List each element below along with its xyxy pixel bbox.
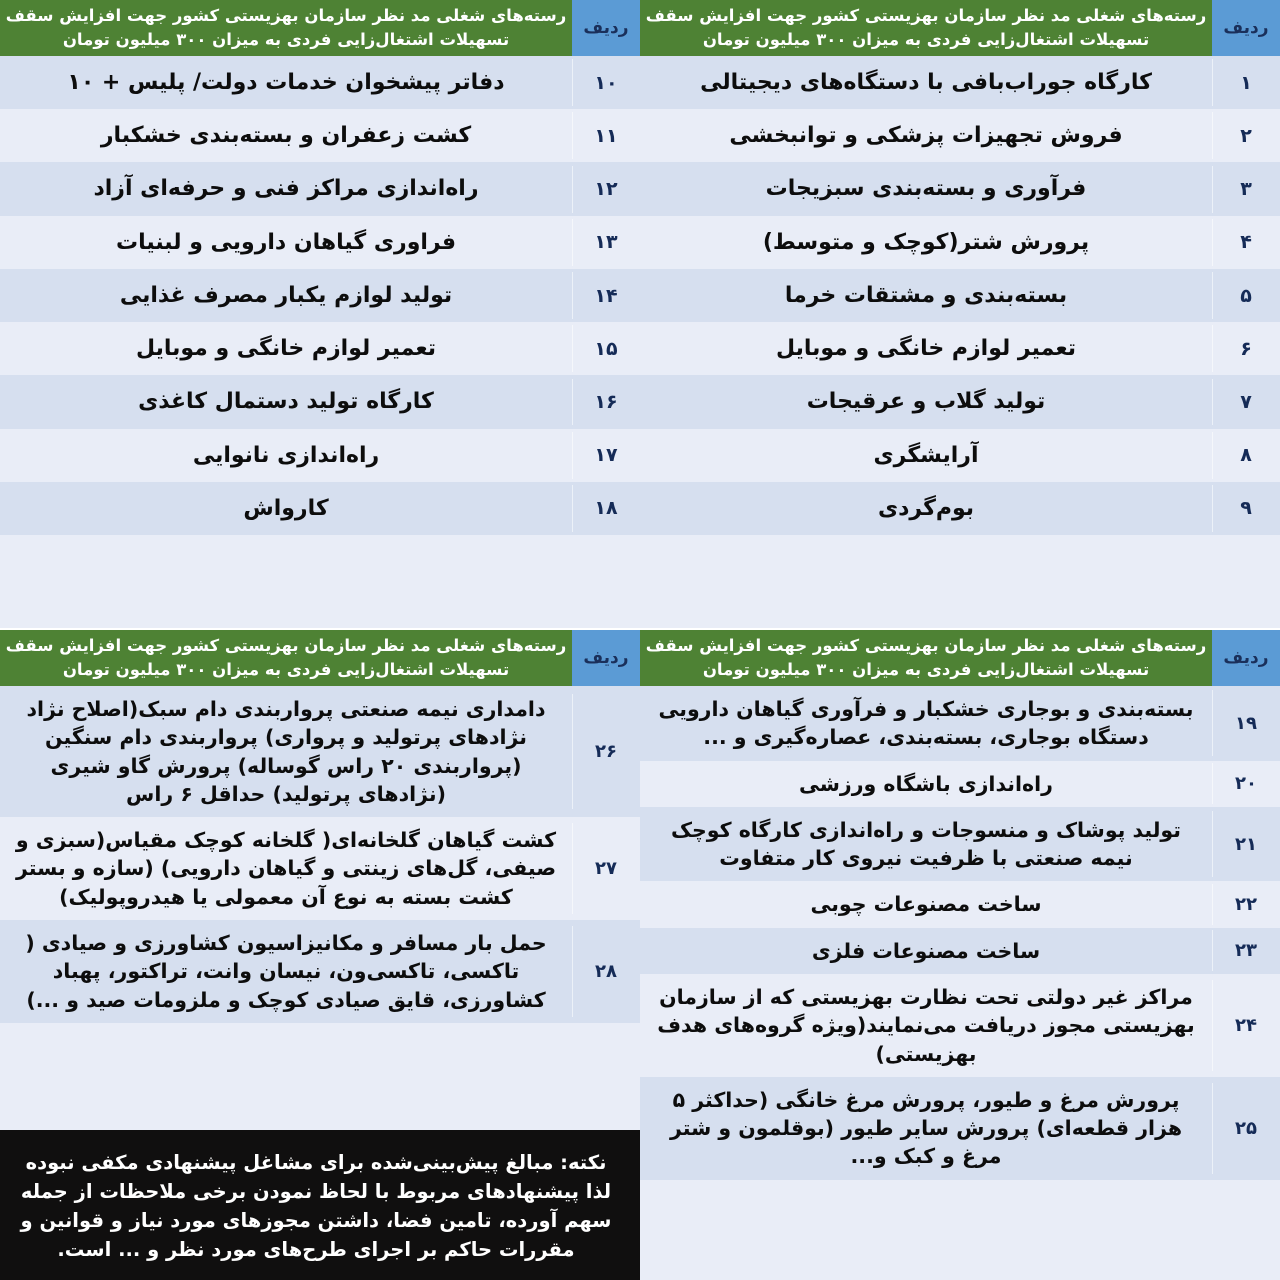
row-number: ۵ xyxy=(1212,269,1280,322)
table-block-top-right xyxy=(640,0,1280,535)
table-block-bottom-right xyxy=(640,630,1280,1180)
row-number: ۱۱ xyxy=(572,109,640,162)
table-header-row xyxy=(0,0,640,56)
row-job-title: دامداری نیمه صنعتی پرواربندی دام سبک(اصلاح نژاد نژادهای پرتولید و پرواری) پرواربندی دام سنگین (پرواربندی ۲۰ راس گوساله) پرورش گاو شیری (نژادهای پرتولید) حداقل ۶ راس xyxy=(26,697,546,806)
table-row[interactable] xyxy=(0,269,640,322)
row-number: ۲۰ xyxy=(1212,761,1280,807)
table-row[interactable] xyxy=(640,686,1280,761)
row-job-title: کارگاه جوراب‌بافی با دستگاه‌های دیجیتالی xyxy=(700,70,1152,95)
row-number: ۴ xyxy=(1212,216,1280,269)
row-number: ۷ xyxy=(1212,375,1280,428)
column-header-job-title: رسته‌های شغلی مد نظر سازمان بهزیستی کشور جهت افزایش سقف تسهیلات اشتغال‌زایی فردی به میزان ۳۰۰ میلیون تومان xyxy=(0,630,572,686)
row-number: ۲۶ xyxy=(572,686,640,817)
row-job-title: تولید گلاب و عرقیجات xyxy=(806,389,1046,415)
table-block-top-left xyxy=(0,0,640,535)
row-job-title: تولید لوازم یکبار مصرف غذایی xyxy=(119,282,453,308)
table-row[interactable] xyxy=(640,322,1280,375)
row-job-title: فراوری گیاهان دارویی و لبنیات xyxy=(115,229,457,255)
column-header-row-number: ردیف xyxy=(1212,0,1280,56)
row-job-title: تعمیر لوازم خانگی و موبایل xyxy=(135,336,437,362)
row-job-title: مراکز غیر دولتی تحت نظارت بهزیستی که از سازمان بهزیستی مجوز دریافت می‌نمایند(ویژه گروه‌های هدف بهزیستی) xyxy=(657,984,1195,1066)
jobs-table-1 xyxy=(640,0,1280,535)
table-row[interactable] xyxy=(640,109,1280,162)
row-job-title: بوم‌گردی xyxy=(877,495,975,521)
table-body xyxy=(0,686,640,1023)
column-header-row-number: ردیف xyxy=(1212,630,1280,686)
row-number: ۱ xyxy=(1212,56,1280,109)
row-number: ۲۷ xyxy=(572,817,640,920)
table-header-row xyxy=(640,630,1280,686)
table-row[interactable] xyxy=(640,216,1280,269)
table-row[interactable] xyxy=(640,269,1280,322)
row-number: ۲۲ xyxy=(1212,881,1280,927)
table-body xyxy=(640,686,1280,1180)
row-number: ۶ xyxy=(1212,322,1280,375)
table-row[interactable] xyxy=(640,761,1280,807)
row-number: ۲۸ xyxy=(572,920,640,1023)
table-row[interactable] xyxy=(0,322,640,375)
row-number: ۸ xyxy=(1212,429,1280,482)
row-job-title: راه‌اندازی باشگاه ورزشی xyxy=(799,771,1053,796)
table-row[interactable] xyxy=(0,482,640,535)
row-number: ۳ xyxy=(1212,162,1280,215)
table-row[interactable] xyxy=(0,817,640,920)
table-row[interactable] xyxy=(640,974,1280,1077)
footer-note xyxy=(0,1130,640,1280)
row-job-title: راه‌اندازی مراکز فنی و حرفه‌ای آزاد xyxy=(93,176,479,202)
table-row[interactable] xyxy=(640,429,1280,482)
table-row[interactable] xyxy=(640,807,1280,882)
row-job-title: کارواش xyxy=(243,495,329,521)
row-job-title: فرآوری و بسته‌بندی سبزیجات xyxy=(765,176,1087,202)
table-body xyxy=(0,56,640,535)
table-row[interactable] xyxy=(0,429,640,482)
table-row[interactable] xyxy=(0,56,640,109)
table-row[interactable] xyxy=(640,482,1280,535)
row-number: ۱۴ xyxy=(572,269,640,322)
table-row[interactable] xyxy=(0,162,640,215)
table-row[interactable] xyxy=(640,928,1280,974)
table-row[interactable] xyxy=(0,216,640,269)
table-row[interactable] xyxy=(0,375,640,428)
table-row[interactable] xyxy=(640,375,1280,428)
jobs-table-2 xyxy=(0,0,640,535)
row-number: ۲ xyxy=(1212,109,1280,162)
column-header-row-number: ردیف xyxy=(572,630,640,686)
table-row[interactable] xyxy=(640,881,1280,927)
column-header-job-title: رسته‌های شغلی مد نظر سازمان بهزیستی کشور جهت افزایش سقف تسهیلات اشتغال‌زایی فردی به میزان ۳۰۰ میلیون تومان xyxy=(640,0,1212,56)
row-number: ۹ xyxy=(1212,482,1280,535)
row-number: ۱۷ xyxy=(572,429,640,482)
table-row[interactable] xyxy=(640,1077,1280,1180)
table-row[interactable] xyxy=(0,686,640,817)
row-job-title: پرورش شتر(کوچک و متوسط) xyxy=(762,229,1090,255)
row-number: ۱۲ xyxy=(572,162,640,215)
row-job-title: پرورش مرغ و طیور، پرورش مرغ خانگی (حداکثر ۵ هزار قطعه‌ای) پرورش سایر طیور (بوقلمون و شتر مرغ و کبک و... xyxy=(669,1087,1183,1169)
row-number: ۱۹ xyxy=(1212,686,1280,761)
row-job-title: کشت زعفران و بسته‌بندی خشکبار xyxy=(100,123,472,149)
row-number: ۲۵ xyxy=(1212,1077,1280,1180)
row-number: ۱۶ xyxy=(572,375,640,428)
table-block-bottom-left xyxy=(0,630,640,1023)
jobs-table-4 xyxy=(0,630,640,1023)
row-number: ۲۳ xyxy=(1212,928,1280,974)
table-row[interactable] xyxy=(640,162,1280,215)
table-header-row xyxy=(0,630,640,686)
table-row[interactable] xyxy=(0,920,640,1023)
row-job-title: بسته‌بندی و مشتقات خرما xyxy=(784,282,1068,308)
row-job-title: حمل بار مسافر و مکانیزاسیون کشاورزی و صیادی ( تاکسی، تاکسی‌ون، نیسان وانت، تراکتور، پهباد کشاورزی، قایق صیادی کوچک و ملزومات صید و ...) xyxy=(25,930,547,1012)
jobs-table-3 xyxy=(640,630,1280,1180)
column-header-job-title: رسته‌های شغلی مد نظر سازمان بهزیستی کشور جهت افزایش سقف تسهیلات اشتغال‌زایی فردی به میزان ۳۰۰ میلیون تومان xyxy=(640,630,1212,686)
row-job-title: تولید پوشاک و منسوجات و راه‌اندازی کارگاه کوچک نیمه صنعتی با ظرفیت نیروی کار متفاوت xyxy=(671,817,1181,871)
footer-note-text: نکته: مبالغ پیش‌بینی‌شده برای مشاغل پیشنهادی مکفی نبوده لذا پیشنهادهای مربوط با لحاظ نمودن برخی ملاحظات از جمله سهم آورده، تامین فضا، داشتن مجوزهای مورد نیاز و قوانین و مقررات حاکم بر اجرای طرح‌های مورد نظر و ... است. xyxy=(20,1150,612,1262)
row-number: ۲۱ xyxy=(1212,807,1280,882)
table-body xyxy=(640,56,1280,535)
row-job-title: تعمیر لوازم خانگی و موبایل xyxy=(775,336,1077,362)
row-job-title: کشت گیاهان گلخانه‌ای( گلخانه کوچک مقیاس(سبزی و صیفی، گل‌های زینتی و گیاهان دارویی) (سازه و بستر کشت بسته به نوع آن معمولی یا هیدروپولیک) xyxy=(15,828,557,909)
table-row[interactable] xyxy=(0,109,640,162)
row-job-title: ساخت مصنوعات چوبی xyxy=(810,892,1042,917)
row-number: ۲۴ xyxy=(1212,974,1280,1077)
row-job-title: دفاتر پیشخوان خدمات دولت/ پلیس + ۱۰ xyxy=(67,70,505,95)
row-job-title: کارگاه تولید دستمال کاغذی xyxy=(138,389,434,415)
table-header-row xyxy=(640,0,1280,56)
row-job-title: بسته‌بندی و بوجاری خشکبار و فرآوری گیاهان دارویی دستگاه بوجاری، بسته‌بندی، عصاره‌گیری و ... xyxy=(658,697,1194,750)
table-row[interactable] xyxy=(640,56,1280,109)
row-job-title: آرایشگری xyxy=(873,442,979,468)
row-job-title: راه‌اندازی نانوایی xyxy=(192,442,380,468)
row-number: ۱۸ xyxy=(572,482,640,535)
row-number: ۱۰ xyxy=(572,56,640,109)
column-header-job-title: رسته‌های شغلی مد نظر سازمان بهزیستی کشور جهت افزایش سقف تسهیلات اشتغال‌زایی فردی به میزان ۳۰۰ میلیون تومان xyxy=(0,0,572,56)
row-job-title: ساخت مصنوعات فلزی xyxy=(811,938,1041,963)
row-job-title: فروش تجهیزات پزشکی و توانبخشی xyxy=(729,123,1123,149)
row-number: ۱۳ xyxy=(572,216,640,269)
row-number: ۱۵ xyxy=(572,322,640,375)
column-header-row-number: ردیف xyxy=(572,0,640,56)
